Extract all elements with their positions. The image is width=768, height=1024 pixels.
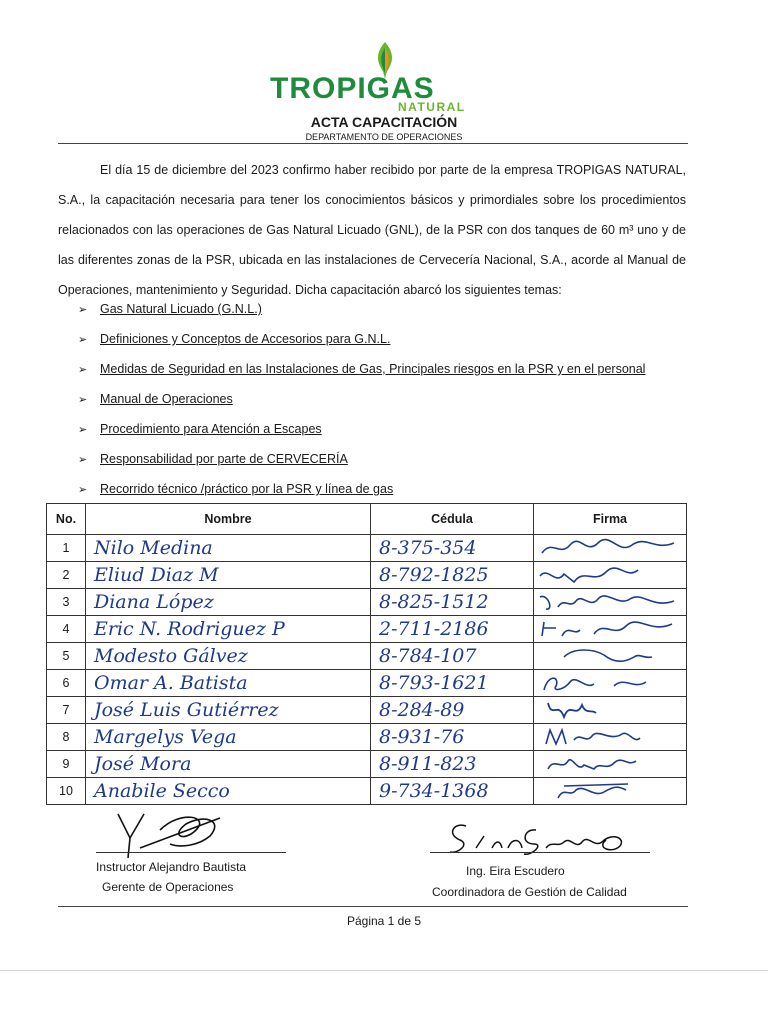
handwritten-name: Nilo Medina xyxy=(86,535,371,562)
handwritten-cedula: 9-734-1368 xyxy=(371,778,534,805)
arrow-bullet-icon: ➢ xyxy=(78,424,88,436)
handwritten-cedula: 8-792-1825 xyxy=(371,562,534,589)
document-title: ACTA CAPACITACIÓN xyxy=(310,114,458,130)
signature-scribble xyxy=(534,591,684,613)
col-header-signature: Firma xyxy=(534,504,687,535)
table-row xyxy=(47,697,687,724)
handwritten-cedula: 8-793-1621 xyxy=(371,670,534,697)
row-number: 7 xyxy=(47,697,86,724)
handwritten-name: Modesto Gálvez xyxy=(86,643,371,670)
signature-cell xyxy=(534,670,687,697)
signature-scribble xyxy=(534,753,684,775)
handwritten-cedula: 8-284-89 xyxy=(371,697,534,724)
handwritten-cedula: 2-711-2186 xyxy=(371,616,534,643)
quality-signature-line xyxy=(430,852,650,853)
topics-list xyxy=(78,294,645,504)
instructor-signature-line xyxy=(96,852,286,853)
table-row xyxy=(47,670,687,697)
handwritten-name: José Mora xyxy=(86,751,371,778)
intro-paragraph xyxy=(58,155,686,305)
quality-signature-image xyxy=(436,814,636,864)
table-row xyxy=(47,751,687,778)
signature-scribble xyxy=(534,726,684,748)
topic-item xyxy=(78,414,645,444)
instructor-name: Instructor Alejandro Bautista xyxy=(96,860,247,874)
arrow-bullet-icon: ➢ xyxy=(78,454,88,466)
row-number: 9 xyxy=(47,751,86,778)
logo-wordmark: TROPIGAS xyxy=(270,72,435,105)
handwritten-name: Margelys Vega xyxy=(86,724,371,751)
header-divider xyxy=(58,143,688,144)
signature-scribble xyxy=(534,672,684,694)
handwritten-name: Eric N. Rodriguez P xyxy=(86,616,371,643)
table-row xyxy=(47,616,687,643)
row-number: 6 xyxy=(47,670,86,697)
signature-scribble xyxy=(534,564,684,586)
handwritten-name: Anabile Secco xyxy=(86,778,371,805)
table-row xyxy=(47,778,687,805)
footer-divider xyxy=(58,906,688,907)
arrow-bullet-icon: ➢ xyxy=(78,484,88,496)
instructor-role: Gerente de Operaciones xyxy=(102,880,234,894)
page-number: Página 1 de 5 xyxy=(346,914,422,928)
handwritten-cedula: 8-825-1512 xyxy=(371,589,534,616)
arrow-bullet-icon: ➢ xyxy=(78,304,88,316)
handwritten-name: Eliud Diaz M xyxy=(86,562,371,589)
table-row xyxy=(47,589,687,616)
topic-text: Gas Natural Licuado (G.N.L.) xyxy=(100,302,262,316)
logo-subtitle: NATURAL xyxy=(398,100,466,114)
col-header-name: Nombre xyxy=(86,504,371,535)
row-number: 2 xyxy=(47,562,86,589)
row-number: 1 xyxy=(47,535,86,562)
arrow-bullet-icon: ➢ xyxy=(78,364,88,376)
attendance-table xyxy=(46,503,687,805)
signature-scribble xyxy=(534,645,684,667)
topic-item xyxy=(78,324,645,354)
arrow-bullet-icon: ➢ xyxy=(78,334,88,346)
arrow-bullet-icon: ➢ xyxy=(78,394,88,406)
intro-text: El día 15 de diciembre del 2023 confirmo haber recibido por parte de la empresa TROPIGAS NATURAL, S.A., la capacitación necesaria para tener los conocimientos básicos y primordiales sobre los procedimientos relacionados con las operaciones de Gas Natural Licuado (GNL), de la PSR con dos tanques de 60 m³ uno y de las diferentes zonas de la PSR, ubicada en las instalaciones de Cervecería Nacional, S.A., acorde al Manual de Operaciones, mantenimiento y Seguridad. Dicha capacitación abarcó los siguientes temas: xyxy=(58,163,686,297)
signature-cell xyxy=(534,535,687,562)
handwritten-cedula: 8-931-76 xyxy=(371,724,534,751)
signature-cell xyxy=(534,616,687,643)
signature-scribble xyxy=(534,618,684,640)
signature-scribble xyxy=(534,780,684,802)
signature-cell xyxy=(534,751,687,778)
signature-cell xyxy=(534,562,687,589)
topic-item xyxy=(78,474,645,504)
col-header-cedula: Cédula xyxy=(371,504,534,535)
handwritten-cedula: 8-375-354 xyxy=(371,535,534,562)
handwritten-cedula: 8-911-823 xyxy=(371,751,534,778)
handwritten-name: Diana López xyxy=(86,589,371,616)
signature-scribble xyxy=(534,699,684,721)
signature-cell xyxy=(534,724,687,751)
topic-text: Recorrido técnico /práctico por la PSR y línea de gas xyxy=(100,482,394,496)
signature-scribble xyxy=(534,537,684,559)
row-number: 8 xyxy=(47,724,86,751)
scan-edge xyxy=(0,970,768,971)
handwritten-name: Omar A. Batista xyxy=(86,670,371,697)
table-row xyxy=(47,643,687,670)
topic-text: Medidas de Seguridad en las Instalaciones de Gas, Principales riesgos en la PSR y en el personal xyxy=(100,362,646,376)
quality-name: Ing. Eira Escudero xyxy=(466,864,565,878)
topic-item xyxy=(78,384,645,414)
signature-cell xyxy=(534,643,687,670)
tropigas-logo xyxy=(270,40,470,116)
quality-role: Coordinadora de Gestión de Calidad xyxy=(432,885,627,899)
topic-item xyxy=(78,444,645,474)
topic-text: Procedimiento para Atención a Escapes xyxy=(100,422,322,436)
row-number: 5 xyxy=(47,643,86,670)
signature-cell xyxy=(534,697,687,724)
topic-item xyxy=(78,294,645,324)
topic-text: Manual de Operaciones xyxy=(100,392,233,406)
signature-cell xyxy=(534,778,687,805)
handwritten-name: José Luis Gutiérrez xyxy=(86,697,371,724)
row-number: 10 xyxy=(47,778,86,805)
topic-text: Responsabilidad por parte de CERVECERÍA xyxy=(100,452,348,466)
col-header-no: No. xyxy=(47,504,86,535)
row-number: 3 xyxy=(47,589,86,616)
table-header-row xyxy=(47,504,687,535)
table-row xyxy=(47,562,687,589)
table-row xyxy=(47,535,687,562)
table-row xyxy=(47,724,687,751)
signature-cell xyxy=(534,589,687,616)
row-number: 4 xyxy=(47,616,86,643)
department-subtitle: DEPARTAMENTO DE OPERACIONES xyxy=(305,132,463,142)
topic-item xyxy=(78,354,645,384)
topic-text: Definiciones y Conceptos de Accesorios para G.N.L. xyxy=(100,332,391,346)
handwritten-cedula: 8-784-107 xyxy=(371,643,534,670)
